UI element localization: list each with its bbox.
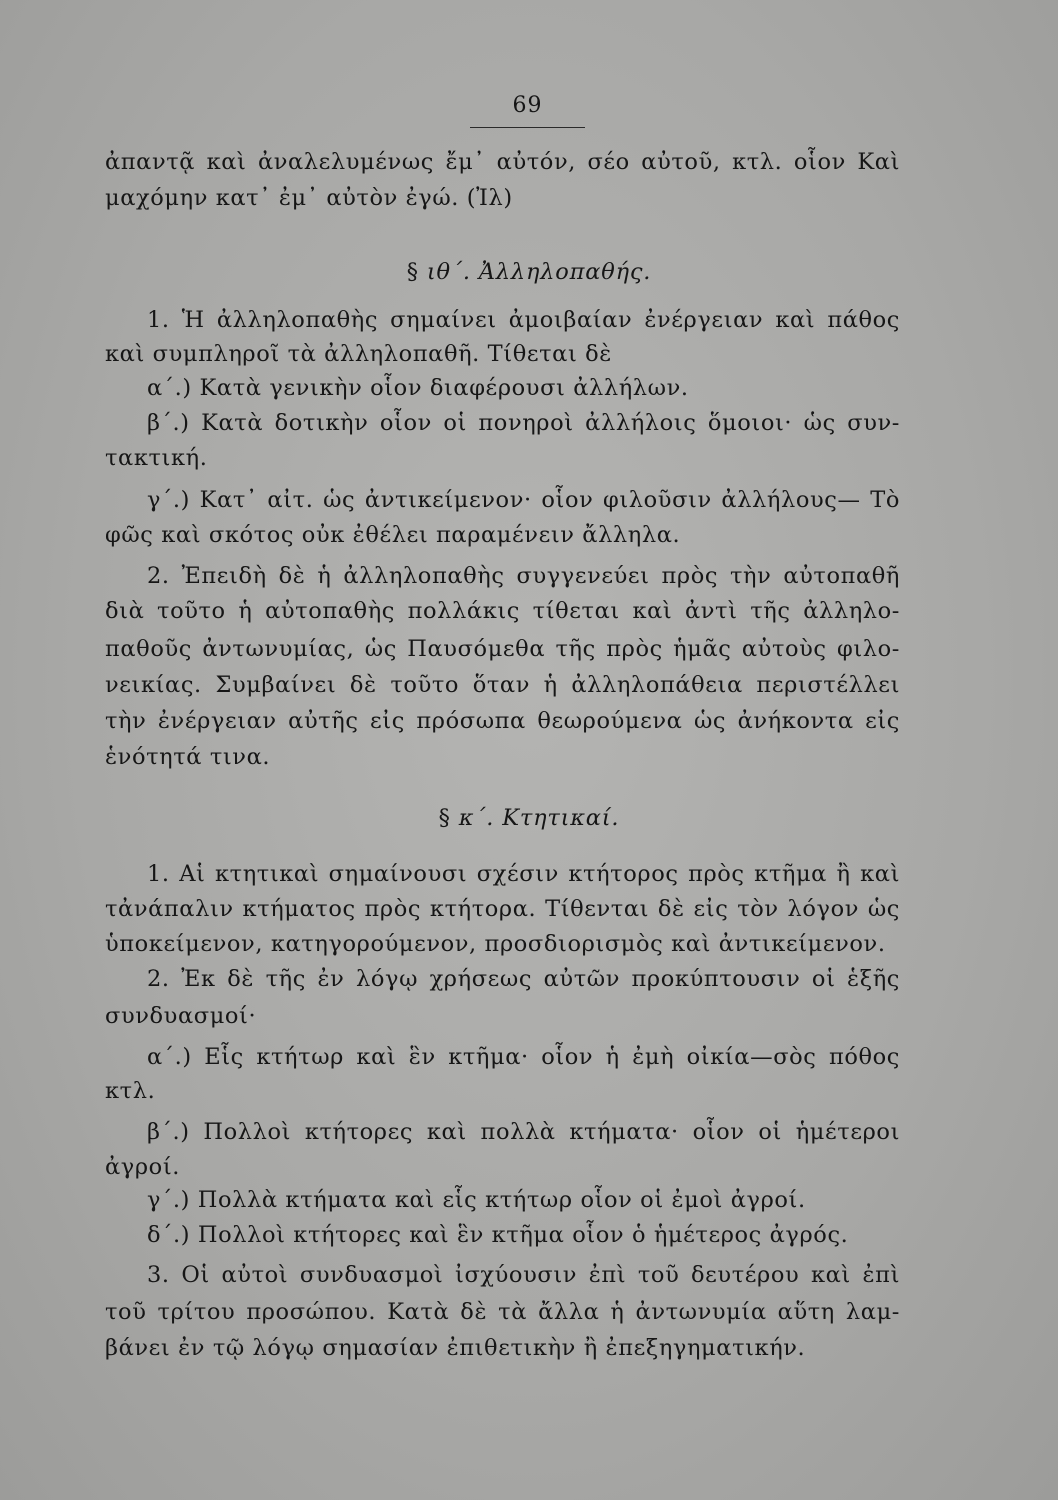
text-line: ἑνότητά τινα. (105, 744, 271, 770)
text-line: παθοῦς ἀντωνυμίας, ὡς Παυσόμεθα τῆς πρὸς ἡμᾶς αὐτοὺς φιλο- (105, 636, 900, 662)
text-line: 2. Ἐπειδὴ δὲ ἡ ἀλληλοπαθὴς συγγενεύει πρὸς τὴν αὐτοπαθῆ (147, 563, 900, 589)
text-line: διὰ τοῦτο ἡ αὐτοπαθὴς πολλάκις τίθεται καὶ ἀντὶ τῆς ἀλληλο- (105, 598, 900, 624)
text-line: καὶ συμπληροῖ τὰ ἀλληλοπαθῆ. Τίθεται δὲ (105, 341, 612, 367)
text-line: μαχόμην κατ᾿ ἐμ᾿ αὐτὸν ἐγώ. (Ἰλ) (105, 185, 513, 211)
text-line: τακτική. (105, 445, 208, 471)
text-line: νεικίας. Συμβαίνει δὲ τοῦτο ὅταν ἡ ἀλληλοπάθεια περιστέλλει (105, 672, 900, 698)
text-line: γ΄.) Πολλὰ κτήματα καὶ εἷς κτήτωρ οἷον οἱ ἐμοὶ ἀγροί. (147, 1187, 806, 1213)
text-line: β΄.) Πολλοὶ κτήτορες καὶ πολλὰ κτήματα· οἷον οἱ ἡμέτεροι (147, 1119, 900, 1145)
section-title: ιθ΄. Ἀλληλοπαθής. (426, 259, 652, 285)
text-line: κτλ. (105, 1078, 156, 1104)
section-sign: § (406, 259, 419, 285)
section-sign: § (438, 805, 451, 831)
text-line: ὑποκείμενον, κατηγορούμενον, προσδιορισμὸς καὶ ἀντικείμενον. (105, 931, 886, 957)
section-heading (0, 257, 1058, 287)
text-line: γ΄.) Κατ᾿ αἰτ. ὡς ἀντικείμενον· οἷον φιλοῦσιν ἀλλήλους— Τὸ (147, 487, 900, 513)
text-line: α΄.) Εἷς κτήτωρ καὶ ἓν κτῆμα· οἷον ἡ ἐμὴ οἰκία—σὸς πόθος (147, 1044, 900, 1070)
text-line: α΄.) Κατὰ γενικὴν οἷον διαφέρουσι ἀλλήλων. (147, 375, 689, 401)
text-line: β΄.) Κατὰ δοτικὴν οἷον οἱ πονηροὶ ἀλλήλοις ὅμοιοι· ὡς συν- (147, 410, 900, 436)
text-line: 3. Οἱ αὐτοὶ συνδυασμοὶ ἰσχύουσιν ἐπὶ τοῦ δευτέρου καὶ ἐπὶ (147, 1262, 900, 1288)
text-line: φῶς καὶ σκότος οὐκ ἐθέλει παραμένειν ἄλληλα. (105, 522, 681, 548)
text-line: συνδυασμοί· (105, 1003, 257, 1029)
section-title: κ΄. Κτητικαί. (458, 805, 620, 831)
text-line: τὴν ἐνέργειαν αὐτῆς εἰς πρόσωπα θεωρούμενα ὡς ἀνήκοντα εἰς (105, 708, 900, 734)
text-line: βάνει ἐν τῷ λόγῳ σημασίαν ἐπιθετικὴν ἢ ἐπεξηγηματικήν. (105, 1335, 806, 1361)
page-number-rule (470, 127, 585, 128)
page-number: 69 (512, 93, 543, 118)
text-line: τἀνάπαλιν κτήματος πρὸς κτήτορα. Τίθενται δὲ εἰς τὸν λόγον ὡς (105, 896, 900, 922)
text-line: τοῦ τρίτου προσώπου. Κατὰ δὲ τὰ ἄλλα ἡ ἀντωνυμία αὕτη λαμ- (105, 1299, 900, 1325)
text-line: ἀγροί. (105, 1154, 180, 1180)
section-heading (0, 803, 1058, 833)
text-line: 2. Ἐκ δὲ τῆς ἐν λόγῳ χρήσεως αὐτῶν προκύπτουσιν οἱ ἑξῆς (147, 966, 900, 992)
text-line: 1. Αἱ κτητικαὶ σημαίνουσι σχέσιν κτήτορος πρὸς κτῆμα ἢ καὶ (147, 861, 900, 887)
text-line: ἀπαντᾷ καὶ ἀναλελυμένως ἔμ᾿ αὐτόν, σέο αὐτοῦ, κτλ. οἷον Καὶ (105, 149, 900, 175)
text-line: δ΄.) Πολλοὶ κτήτορες καὶ ἓν κτῆμα οἷον ὁ ἡμέτερος ἀγρός. (147, 1222, 849, 1248)
text-line: 1. Ἡ ἀλληλοπαθὴς σημαίνει ἀμοιβαίαν ἐνέργειαν καὶ πάθος (147, 307, 900, 333)
